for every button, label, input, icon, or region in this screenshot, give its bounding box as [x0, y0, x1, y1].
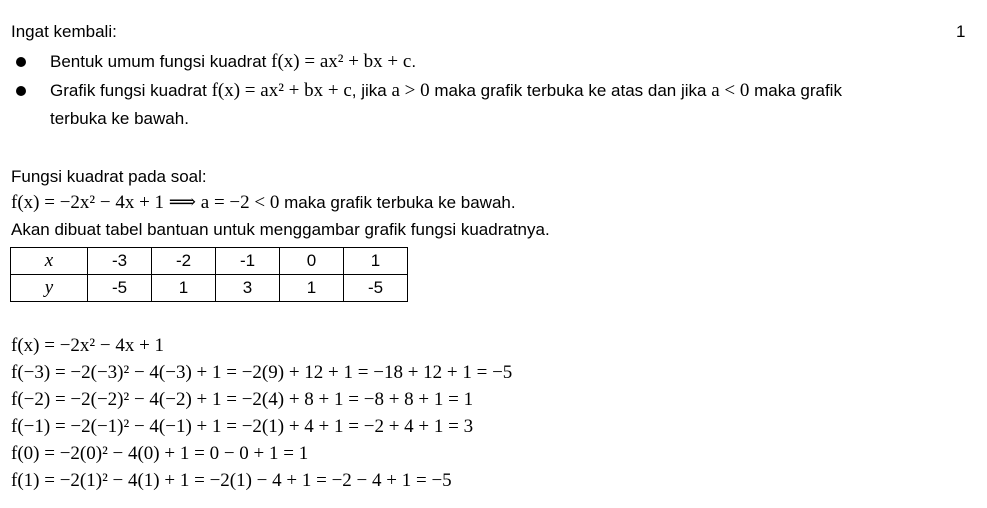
table-cell: -1 — [216, 248, 280, 275]
table-cell: 3 — [216, 275, 280, 302]
calculation-line: f(0) = −2(0)² − 4(0) + 1 = 0 − 0 + 1 = 1 — [11, 443, 309, 464]
calculation-line: f(−2) = −2(−2)² − 4(−2) + 1 = −2(4) + 8 + 1 = −8 + 8 + 1 = 1 — [11, 389, 474, 410]
general-form-formula: f(x) = ax² + bx + c — [211, 80, 352, 101]
table-cell: 1 — [152, 275, 216, 302]
table-header-x: x — [11, 248, 88, 275]
problem-formula: f(x) = −2x² − 4x + 1 ⟹ a = −2 < 0 — [11, 192, 280, 213]
table-cell: 1 — [280, 275, 344, 302]
bullet-icon — [16, 57, 26, 67]
recall-heading: Ingat kembali: — [11, 22, 117, 41]
general-form-formula: f(x) = ax² + bx + c — [271, 51, 412, 72]
table-row-x — [11, 248, 408, 275]
value-table — [10, 247, 408, 302]
table-cell: -2 — [152, 248, 216, 275]
table-cell: 0 — [280, 248, 344, 275]
table-intro: Akan dibuat tabel bantuan untuk menggambar grafik fungsi kuadratnya. — [11, 220, 550, 239]
table-header-y: y — [11, 275, 88, 302]
calculation-line: f(−3) = −2(−3)² − 4(−3) + 1 = −2(9) + 12 + 1 = −18 + 12 + 1 = −5 — [11, 362, 513, 383]
table-cell: 1 — [344, 248, 408, 275]
bullet-general-form: Bentuk umum fungsi kuadrat f(x) = ax² + bx + c. — [50, 51, 417, 72]
table-cell: -5 — [88, 275, 152, 302]
problem-function-line: f(x) = −2x² − 4x + 1 ⟹ a = −2 < 0 maka grafik terbuka ke bawah. — [11, 192, 516, 213]
page-number: 1 — [956, 22, 966, 41]
table-cell: -5 — [344, 275, 408, 302]
condition-a-negative: a < 0 — [711, 80, 750, 101]
bullet-text: Grafik fungsi kuadrat — [50, 81, 212, 100]
table-row-y — [11, 275, 408, 302]
bullet-icon — [16, 86, 26, 96]
bullet-graph-direction: Grafik fungsi kuadrat f(x) = ax² + bx + c, jika a > 0 maka grafik terbuka ke atas dan jika a < 0 maka grafik — [50, 80, 842, 101]
calculation-line: f(−1) = −2(−1)² − 4(−1) + 1 = −2(1) + 4 + 1 = −2 + 4 + 1 = 3 — [11, 416, 474, 437]
bullet-text: Bentuk umum fungsi kuadrat — [50, 52, 272, 71]
bullet-continuation: terbuka ke bawah. — [50, 109, 189, 128]
condition-a-positive: a > 0 — [391, 80, 430, 101]
table-cell: -3 — [88, 248, 152, 275]
calculation-line: f(1) = −2(1)² − 4(1) + 1 = −2(1) − 4 + 1 = −2 − 4 + 1 = −5 — [11, 470, 452, 491]
calculation-line: f(x) = −2x² − 4x + 1 — [11, 335, 165, 356]
problem-heading: Fungsi kuadrat pada soal: — [11, 167, 207, 186]
